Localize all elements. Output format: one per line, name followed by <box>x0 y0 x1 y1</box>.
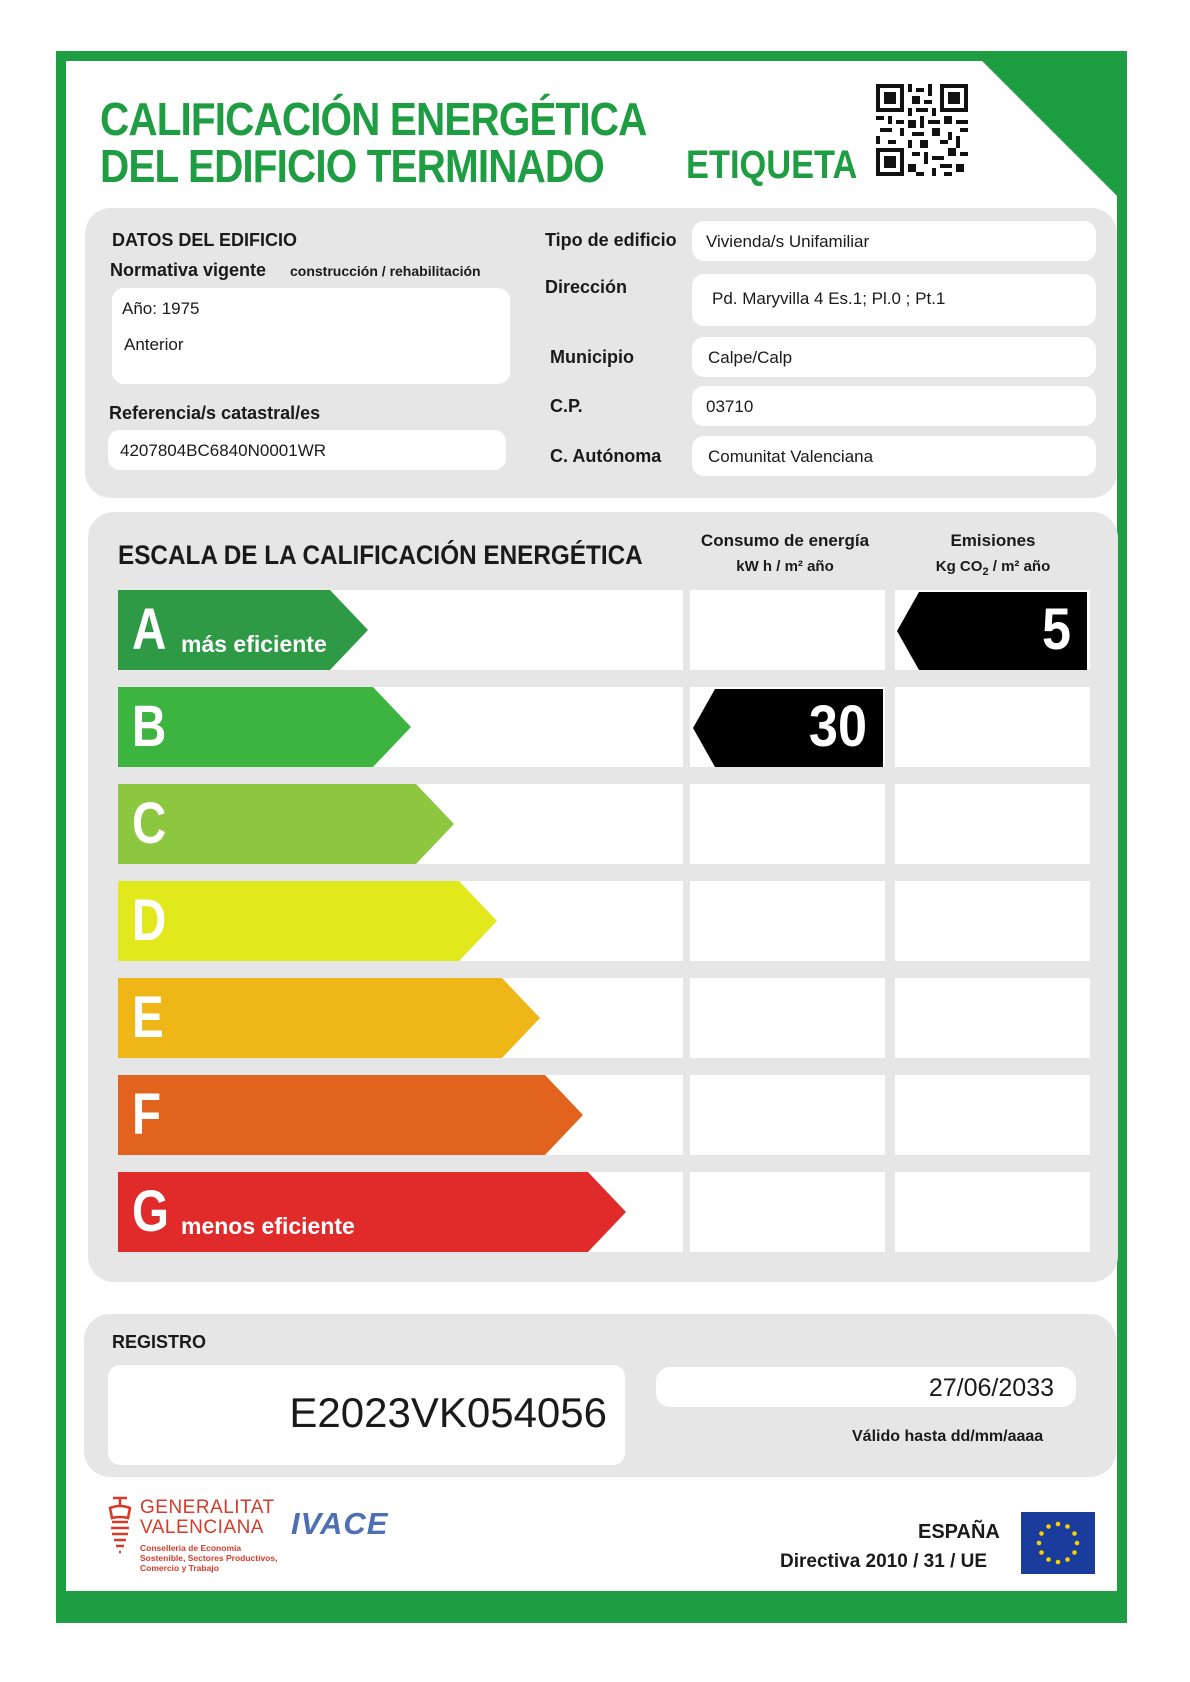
emissions-column-title: Emisiones <box>950 531 1036 550</box>
catastral-label: Referencia/s catastral/es <box>109 403 321 423</box>
gv-sub-2: Sostenible, Sectores Productivos, <box>140 1553 278 1563</box>
emissions-cell <box>895 881 1090 961</box>
rating-arrow-c <box>118 784 454 864</box>
directive-label: Directiva 2010 / 31 / UE <box>780 1551 988 1572</box>
field-value-municipio: Calpe/Calp <box>708 348 793 367</box>
field-value-direccion: Pd. Maryvilla 4 Es.1; Pl.0 ; Pt.1 <box>712 289 946 308</box>
country-label: ESPAÑA <box>918 1521 1000 1543</box>
energy-cell <box>690 1075 885 1155</box>
field-label-direccion: Dirección <box>545 277 628 297</box>
rating-letter: F <box>132 1082 162 1147</box>
conselleria-text <box>140 1543 277 1573</box>
rating-letter: E <box>132 985 164 1050</box>
rating-subtitle: más eficiente <box>181 631 327 657</box>
normativa-value: Anterior <box>124 335 184 354</box>
gv-sub-3: Comercio y Trabajo <box>140 1563 219 1573</box>
rating-letter: A <box>132 597 167 662</box>
energy-column-header <box>680 528 890 580</box>
ivace-logo: IVACE <box>291 1506 389 1541</box>
emissions-column-header <box>888 528 1098 585</box>
emissions-cell <box>895 1075 1090 1155</box>
rating-letter: C <box>132 791 167 856</box>
rating-letter: D <box>132 888 167 953</box>
normativa-label: Normativa vigente <box>110 260 267 280</box>
building-section-title: DATOS DEL EDIFICIO <box>112 230 298 250</box>
emissions-cell <box>895 978 1090 1058</box>
emissions-cell <box>895 1172 1090 1252</box>
emissions-cell <box>895 784 1090 864</box>
field-label-municipio: Municipio <box>550 347 634 367</box>
label-etiqueta: ETIQUETA <box>686 143 858 187</box>
registro-box <box>108 1365 625 1465</box>
eu-flag-icon <box>1021 1512 1095 1574</box>
rating-subtitle: menos eficiente <box>181 1213 355 1239</box>
emissions-cell <box>895 687 1090 767</box>
year-value: Año: 1975 <box>122 299 200 318</box>
gv-line-2: VALENCIANA <box>140 1517 264 1538</box>
energy-cell <box>690 881 885 961</box>
energy-cell <box>690 1172 885 1252</box>
field-label-autonoma: C. Autónoma <box>550 446 662 466</box>
registro-label: REGISTRO <box>112 1332 207 1352</box>
emissions-unit-sub: 2 <box>982 566 989 578</box>
emissions-rating-value: 5 <box>1041 597 1071 662</box>
valid-date: 27/06/2033 <box>928 1374 1054 1402</box>
valid-label: Válido hasta dd/mm/aaaa <box>852 1428 1044 1445</box>
energy-column-unit: kW h / m² año <box>736 558 834 575</box>
field-value-autonoma: Comunitat Valenciana <box>708 447 874 466</box>
rating-arrow-e <box>118 978 540 1058</box>
rating-arrow-g <box>118 1172 626 1252</box>
energy-cell <box>690 590 885 670</box>
rating-letter: B <box>132 694 167 759</box>
rating-letter: G <box>132 1179 170 1244</box>
field-label-tipo: Tipo de edificio <box>545 230 677 250</box>
generalitat-shield-icon <box>104 1494 136 1558</box>
energy-rating-value: 30 <box>808 694 867 759</box>
emissions-unit-pre: Kg CO <box>935 558 983 575</box>
energy-cell <box>690 978 885 1058</box>
scale-title: ESCALA DE LA CALIFICACIÓN ENERGÉTICA <box>118 540 643 570</box>
field-value-tipo: Vivienda/s Unifamiliar <box>706 232 870 251</box>
valid-date-box <box>656 1367 1076 1407</box>
emissions-unit-post: / m² año <box>988 558 1051 575</box>
energy-cell <box>690 784 885 864</box>
rating-arrow-d <box>118 881 497 961</box>
title-line-2: DEL EDIFICIO TERMINADO <box>100 140 604 192</box>
field-label-cp: C.P. <box>550 396 583 416</box>
gv-line-1: GENERALITAT <box>140 1497 275 1518</box>
title-line-1: CALIFICACIÓN ENERGÉTICA <box>100 93 647 145</box>
qr-code-icon[interactable] <box>876 84 968 176</box>
gv-sub-1: Conselleria de Economía <box>140 1543 242 1553</box>
registro-number: E2023VK054056 <box>289 1389 607 1436</box>
energy-column-title: Consumo de energía <box>700 531 870 550</box>
rating-arrow-f <box>118 1075 583 1155</box>
generalitat-wordmark <box>140 1498 275 1538</box>
catastral-value: 4207804BC6840N0001WR <box>120 441 327 460</box>
normativa-hint: construcción / rehabilitación <box>290 263 481 279</box>
corner-fold <box>982 61 1117 196</box>
emissions-column-unit <box>888 554 1098 585</box>
field-value-cp: 03710 <box>706 397 754 416</box>
